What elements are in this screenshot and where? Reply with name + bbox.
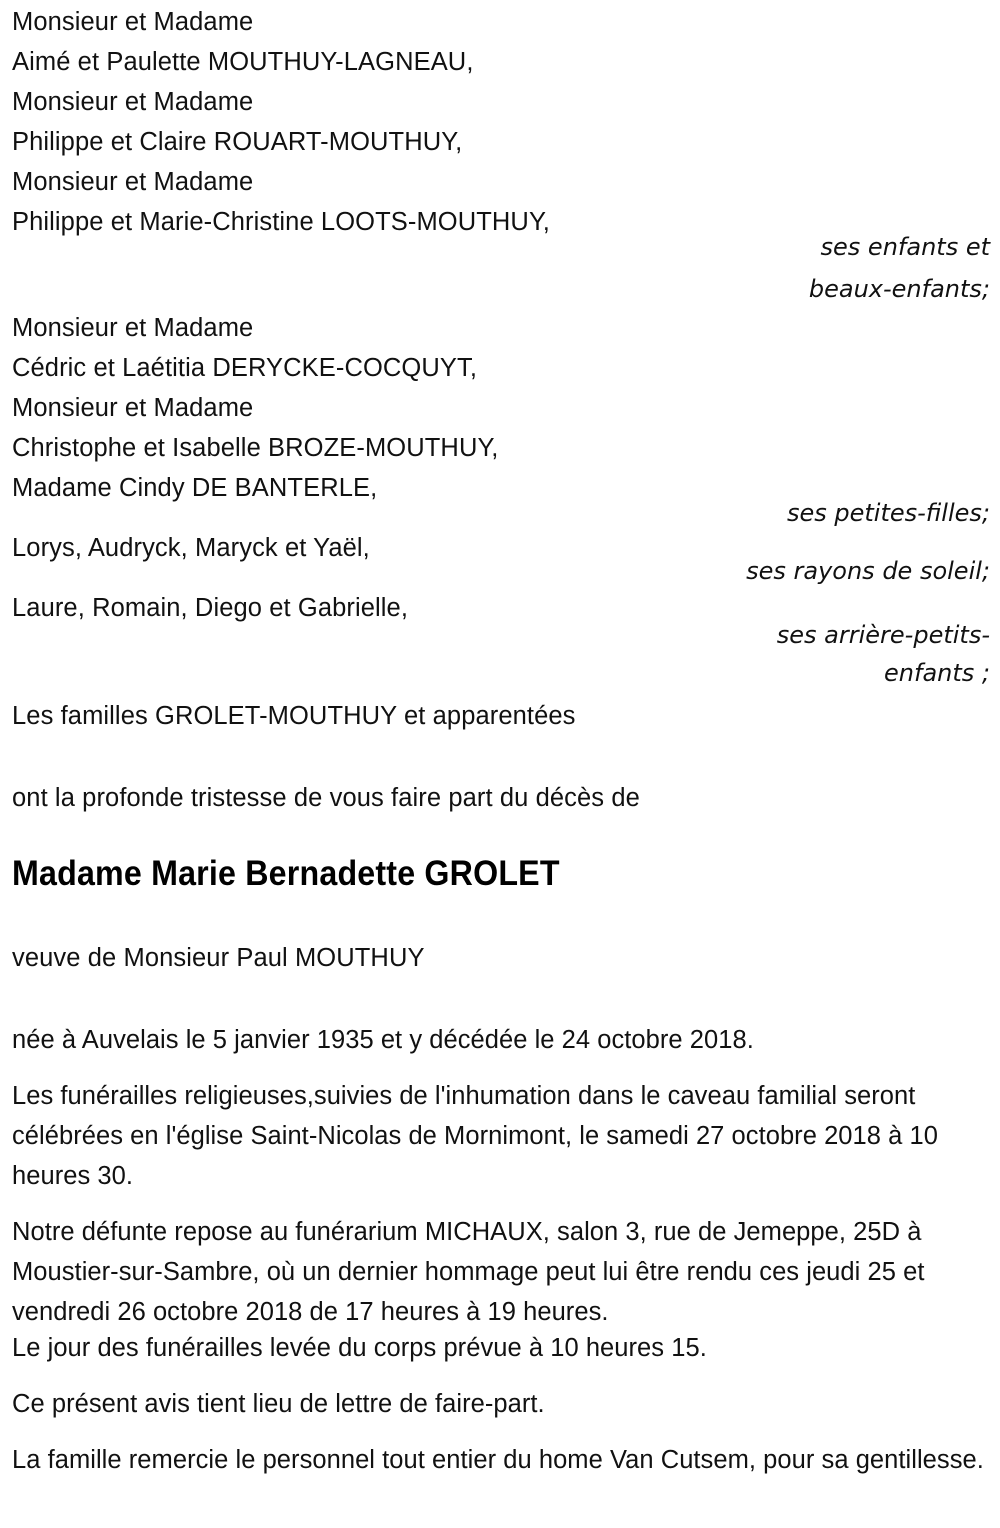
children-line-1: Monsieur et Madame [12,8,254,36]
children-line-3: Monsieur et Madame [12,88,254,116]
thanks-paragraph: La famille remercie le personnel tout entier du home Van Cutsem, pour sa gentillesse. [12,1446,984,1474]
grandchildren-line-1: Monsieur et Madame [12,314,254,342]
annotation-children-line-2: beaux-enfants; [808,275,990,303]
great-grandchildren-line-2: Laure, Romain, Diego et Gabrielle, [12,594,409,622]
announcement-lead-in: ont la profonde tristesse de vous faire part du décès de [12,784,640,812]
spouse-line: veuve de Monsieur Paul MOUTHUY [12,944,425,972]
annotation-grandchildren: ses petites-filles; [786,499,990,527]
deceased-name-heading: Madame Marie Bernadette GROLET [12,854,560,893]
birth-death-paragraph: née à Auvelais le 5 janvier 1935 et y décédée le 24 octobre 2018. [12,1026,754,1054]
grandchildren-line-4: Christophe et Isabelle BROZE-MOUTHUY, [12,434,499,462]
funeral-paragraph: Les funérailles religieuses,suivies de l'inhumation dans le caveau familial seront célébrées en l'église Saint-Nicolas de Mornimont, le samedi 27 octobre 2018 à 10 heures 30. [12,1082,938,1190]
grandchildren-line-3: Monsieur et Madame [12,394,254,422]
annotation-great-grandchildren-line-1: ses arrière-petits- [776,621,990,649]
annotation-children-line-1: ses enfants et [820,233,990,261]
grandchildren-line-2: Cédric et Laétitia DERYCKE-COCQUYT, [12,354,478,382]
great-grandchildren-line-1: Lorys, Audryck, Maryck et Yaël, [12,534,370,562]
children-line-2: Aimé et Paulette MOUTHUY-LAGNEAU, [12,48,474,76]
children-line-6: Philippe et Marie-Christine LOOTS-MOUTHUY, [12,208,550,236]
children-line-4: Philippe et Claire ROUART-MOUTHUY, [12,128,463,156]
visitation-paragraph: Notre défunte repose au funérarium MICHAUX, salon 3, rue de Jemeppe, 25D à Moustier-sur-Sambre, où un dernier hommage peut lui être rendu ces jeudi 25 et vendredi 26 octobre 2018 de 17 heures à 19 heures. [12,1218,925,1326]
grandchildren-line-5: Madame Cindy DE BANTERLE, [12,474,378,502]
annotation-great-grandchildren-line-2: enfants ; [884,659,990,687]
related-families: Les familles GROLET-MOUTHUY et apparentées [12,702,576,730]
children-line-5: Monsieur et Madame [12,168,254,196]
annotation-sunbeams: ses rayons de soleil; [746,557,990,585]
body-removal-paragraph: Le jour des funérailles levée du corps prévue à 10 heures 15. [12,1334,707,1362]
notice-note-paragraph: Ce présent avis tient lieu de lettre de faire-part. [12,1390,545,1418]
